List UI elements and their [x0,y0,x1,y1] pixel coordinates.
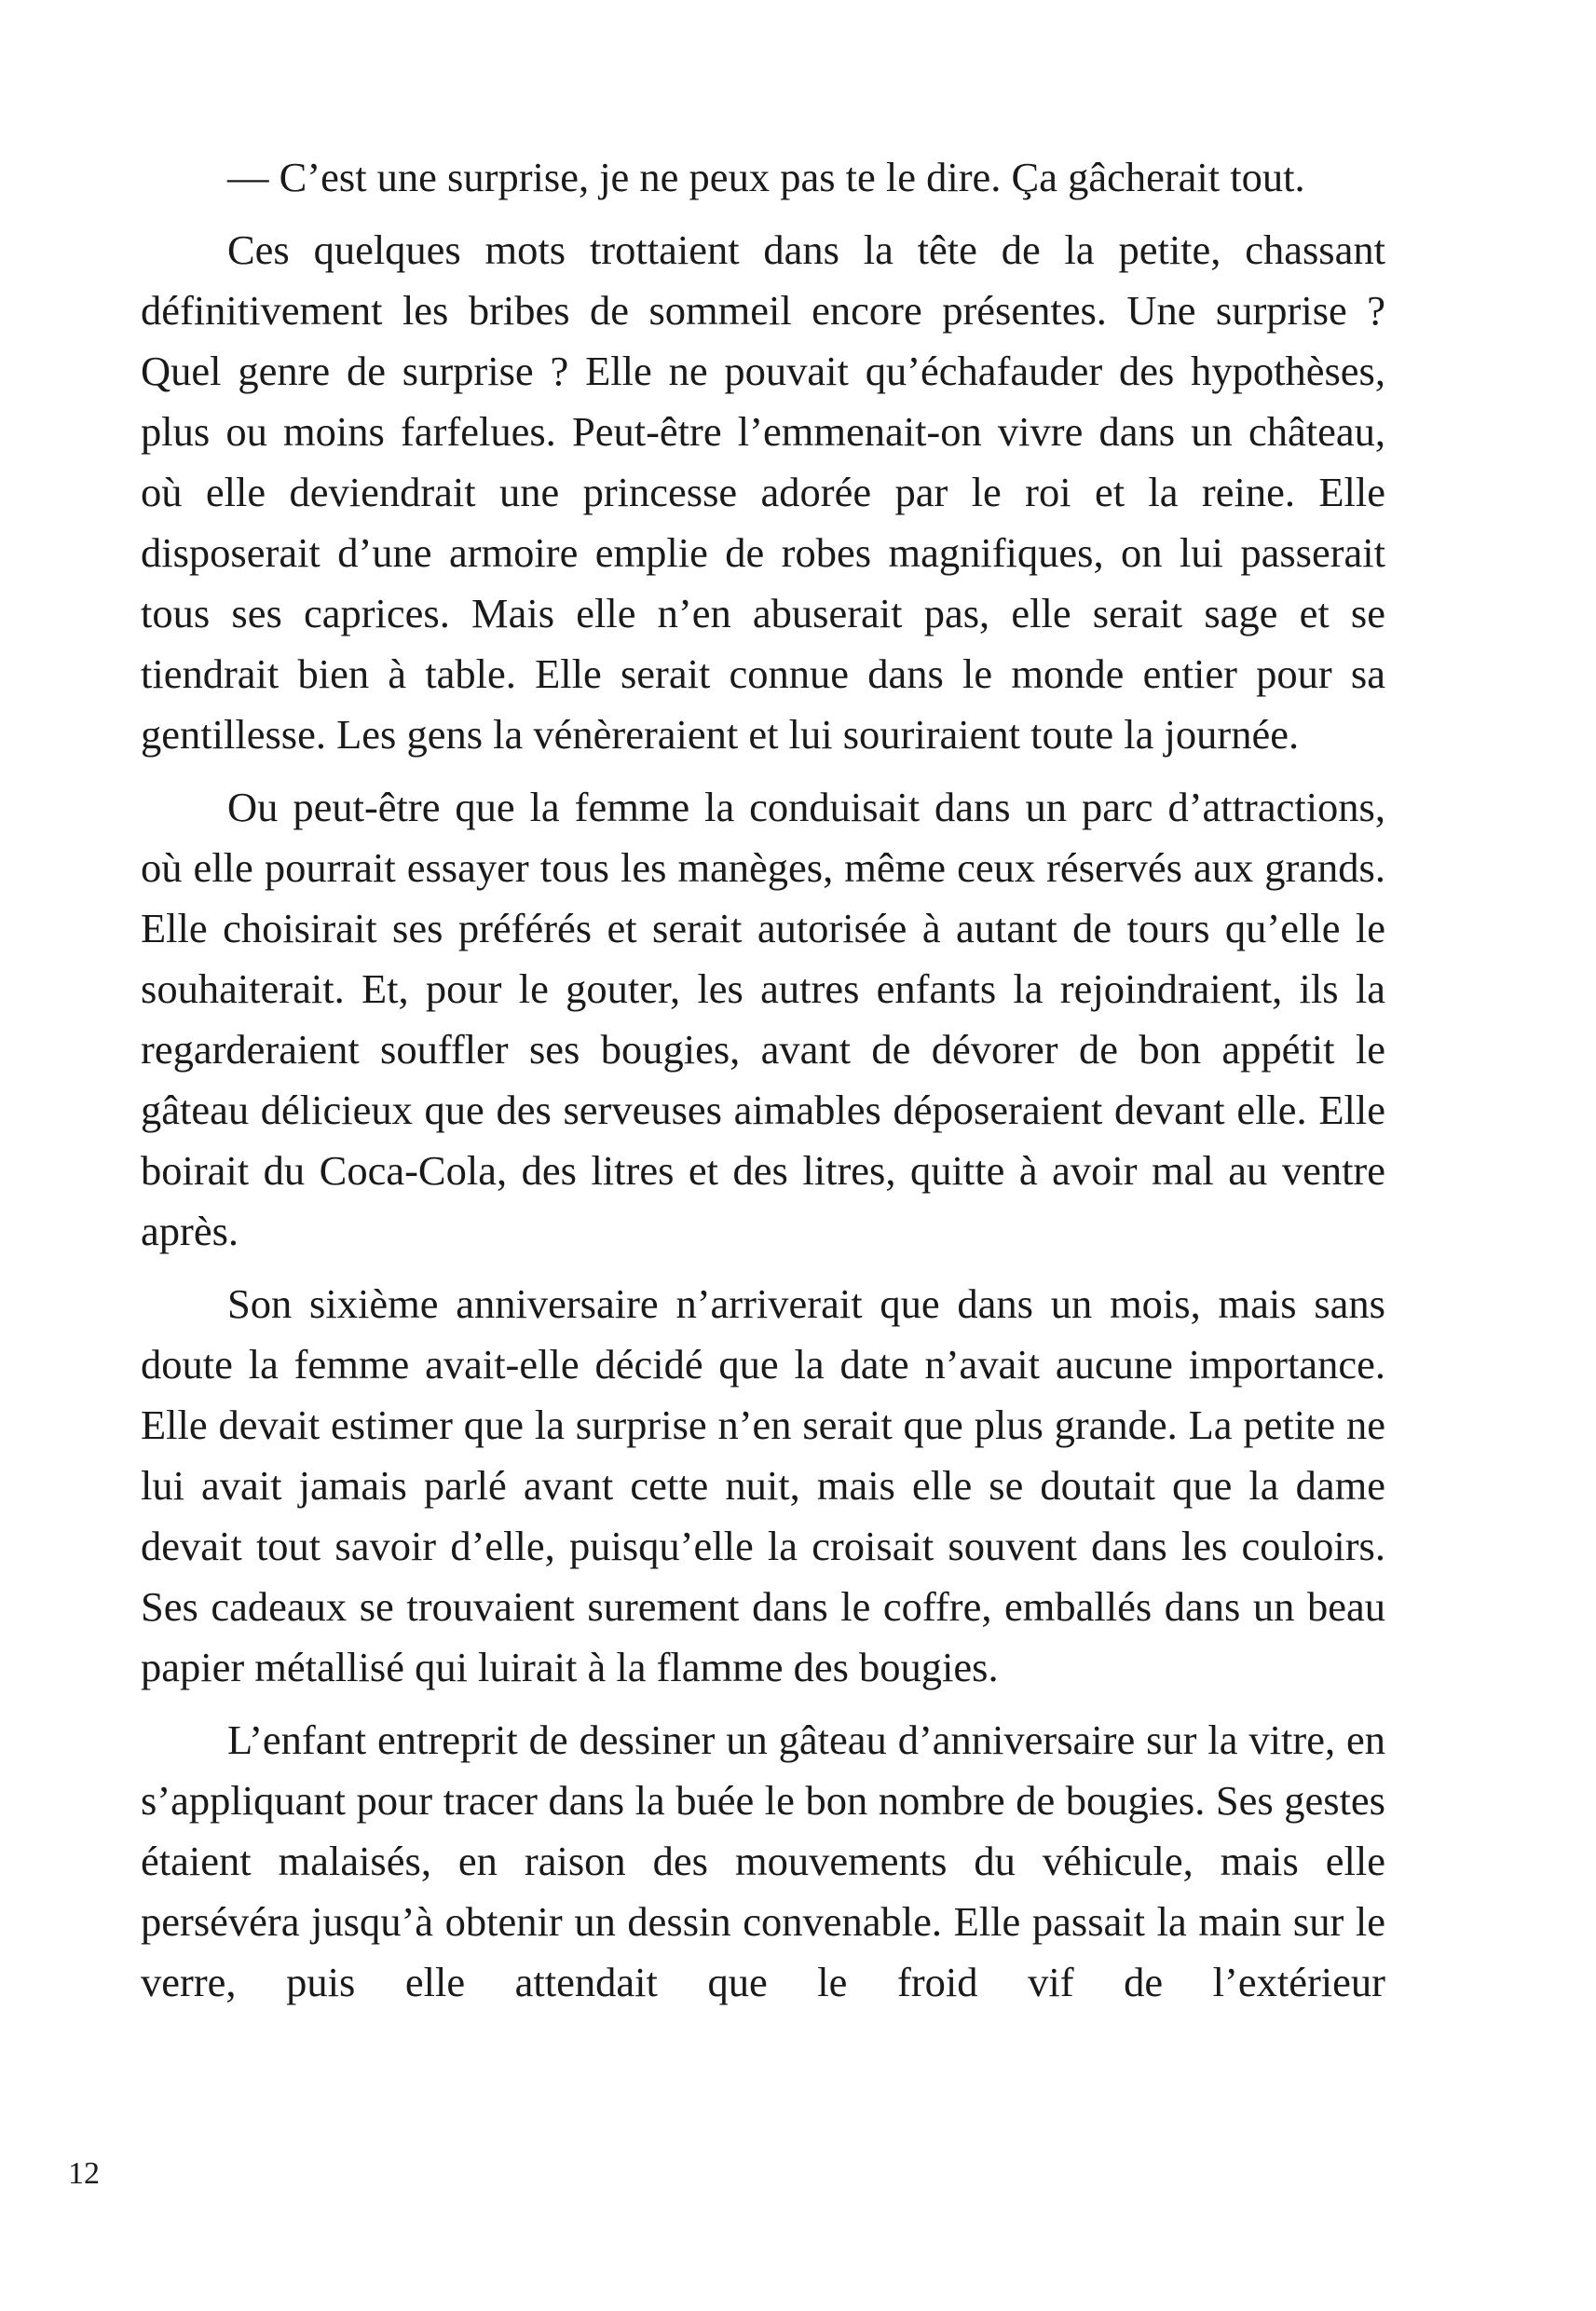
paragraph-surprise: Ces quelques mots trottaient dans la tête de la petite, chassant définitivement les bribes de sommeil encore présentes. Une surprise ? Quel genre de surprise ? Elle ne pouvait qu’échafauder des hypothèses, plus ou moins farfelues. Peut-être l’emmenait-on vivre dans un château, où elle deviendrait une princesse adorée par le roi et la reine. Elle disposerait d’une armoire emplie de robes magnifiques, on lui passerait tous ses caprices. Mais elle n’en abuserait pas, elle serait sage et se tiendrait bien à table. Elle serait connue dans le monde entier pour sa gentillesse. Les gens la vénèreraient et lui souriraient toute la journée. [141,226,1385,758]
paragraph-dialogue: — C’est une surprise, je ne peux pas te le dire. Ça gâcherait tout. [227,154,1305,200]
page-body [141,147,1385,2025]
paragraph-amusement-park: Ou peut-être que la femme la conduisait dans un parc d’attractions, où elle pourrait essayer tous les manèges, même ceux réservés aux grands. Elle choisirait ses préférés et serait autorisée à autant de tours qu’elle le souhaiterait. Et, pour le gouter, les autres enfants la rejoindraient, ils la regarderaient souffler ses bougies, avant de dévorer de bon appétit le gâteau délicieux que des serveuses aimables déposeraient devant elle. Elle boirait du Coca-Cola, des litres et des litres, quitte à avoir mal au ventre après. [141,784,1385,1254]
paragraph-drawing: L’enfant entreprit de dessiner un gâteau d’anniversaire sur la vitre, en s’appliquant pour tracer dans la buée le bon nombre de bougies. Ses gestes étaient malaisés, en raison des mouvements du véhicule, mais elle persévéra jusqu’à obtenir un dessin convenable. Elle passait la main sur le verre, puis elle attendait que le froid vif de l’extérieur [141,1716,1385,2005]
paragraph-birthday: Son sixième anniversaire n’arriverait que dans un mois, mais sans doute la femme avait-elle décidé que la date n’avait aucune importance. Elle devait estimer que la surprise n’en serait que plus grande. La petite ne lui avait jamais parlé avant cette nuit, mais elle se doutait que la dame devait tout savoir d’elle, puisqu’elle la croisait souvent dans les couloirs. Ses cadeaux se trouvaient surement dans le coffre, emballés dans un beau papier métallisé qui luirait à la flamme des bougies. [141,1280,1385,1690]
page-number: 12 [68,2156,100,2191]
